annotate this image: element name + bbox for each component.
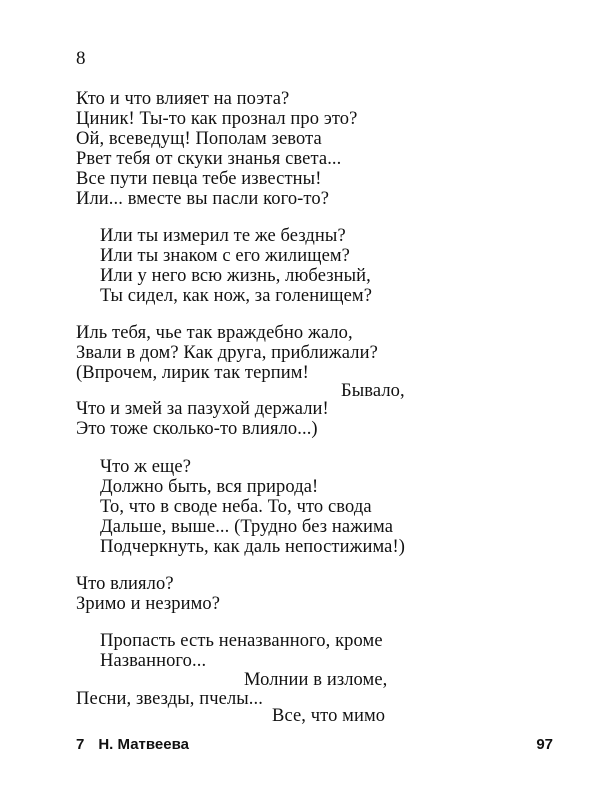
author-name: Н. Матвеева <box>98 736 189 753</box>
poem-line: Иль тебя, чье так враждебно жало, <box>76 323 353 343</box>
poem-line: Песни, звезды, пчелы... <box>76 689 263 709</box>
poem-line: Должно быть, вся природа! <box>100 477 319 497</box>
poem-line: Звали в дом? Как друга, приближали? <box>76 343 378 363</box>
poem-line: Что ж еще? <box>100 457 192 477</box>
page-footer-signature <box>76 736 189 754</box>
poem-line: Что и змей за пазухой держали! <box>76 399 329 419</box>
poem-line: Или ты измерил те же бездны? <box>100 226 346 246</box>
poem-line: Подчеркнуть, как даль непостижима!) <box>100 537 405 557</box>
page-number: 97 <box>536 736 553 753</box>
section-number: 8 <box>76 48 86 69</box>
poem-line: Кто и что влияет на поэта? <box>76 89 290 109</box>
poem-line: Ой, всеведущ! Пополам зевота <box>76 129 322 149</box>
poem-line: Или у него всю жизнь, любезный, <box>100 266 371 286</box>
poem-line: Рвет тебя от скуки знанья света... <box>76 149 342 169</box>
poem-line: Зримо и незримо? <box>76 594 221 614</box>
poem-line: Бывало, <box>341 381 405 401</box>
poem-line: Ты сидел, как нож, за голенищем? <box>100 286 373 306</box>
poem-line: Это тоже сколько-то влияло...) <box>76 419 318 439</box>
poem-line: Что влияло? <box>76 574 174 594</box>
poem-line: Или ты знаком с его жилищем? <box>100 246 350 266</box>
poem-line: Названного... <box>100 651 207 671</box>
poem-line: Все, что мимо <box>272 706 386 726</box>
poem-line: Пропасть есть неназванного, кроме <box>100 631 383 651</box>
poem-line: Молнии в изломе, <box>244 670 388 690</box>
poem-line: Дальше, выше... (Трудно без нажима <box>100 517 394 537</box>
signature-number: 7 <box>76 736 85 753</box>
poem-line: Или... вместе вы пасли кого-то? <box>76 189 330 209</box>
poem-line: Все пути певца тебе известны! <box>76 169 322 189</box>
poem-line: Циник! Ты-то как прознал про это? <box>76 109 358 129</box>
poem-line: То, что в своде неба. То, что свода <box>100 497 372 517</box>
poem-line: (Впрочем, лирик так терпим! <box>76 363 309 383</box>
